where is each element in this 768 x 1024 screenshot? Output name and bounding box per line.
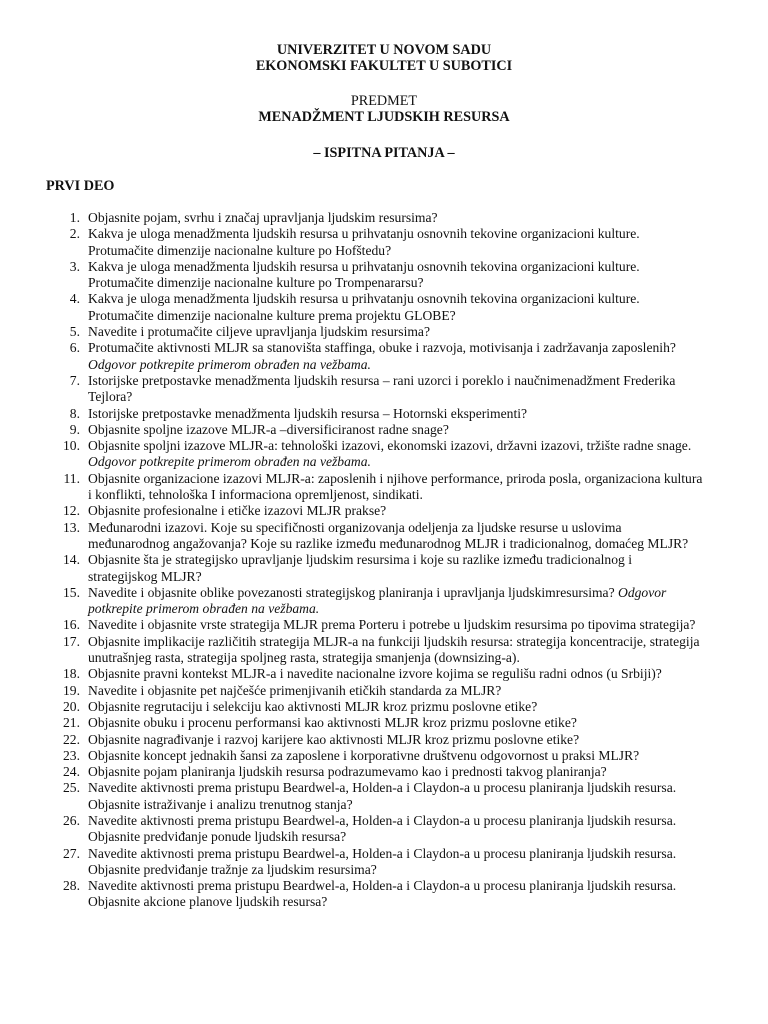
list-item: [0, 666, 703, 682]
list-item: [0, 715, 703, 731]
question-text: Navedite i objasnite pet najčešće primenjivanih etičkih standarda za MLJR?: [88, 682, 502, 698]
question-number: 21.: [63, 715, 80, 731]
question-text: Navedite aktivnosti prema pristupu Beardwel-a, Holden-a i Claydon-a u procesu planiranja ljudskih resursa. Objasnite akcione planove ljudskih resursa?: [88, 878, 677, 910]
question-text: Navedite aktivnosti prema pristupu Beardwel-a, Holden-a i Claydon-a u procesu planiranja ljudskih resursa. Objasnite istraživanje i analizu trenutnog stanja?: [88, 780, 677, 812]
question-text: Navedite aktivnosti prema pristupu Beardwel-a, Holden-a i Claydon-a u procesu planiranja ljudskih resursa. Objasnite predviđanje ponude ljudskih resursa?: [88, 812, 677, 845]
question-number: 17.: [63, 633, 80, 649]
list-item: [0, 813, 703, 846]
list-item: [0, 846, 703, 879]
question-text: Kakva je uloga menadžmenta ljudskih resursa u prihvatanju osnovnih tekovina organizacioni kulture. Protumačite dimenzije nacionalne kulture po Trompenararsu?: [88, 258, 640, 291]
list-item: [0, 291, 703, 324]
question-number: 26.: [63, 812, 80, 828]
question-number: 12.: [63, 503, 80, 519]
list-item: [0, 732, 703, 748]
question-number: 4.: [69, 291, 80, 307]
question-text: Objasnite koncept jednakih šansi za zaposlene i korporativne društvenu odgovornost u praksi MLJR?: [88, 747, 640, 763]
list-item: [0, 699, 703, 715]
question-number: 1.: [69, 210, 80, 225]
subject-title: MENADŽMENT LJUDSKIH RESURSA: [258, 109, 510, 125]
list-item: [0, 259, 703, 292]
question-text: Navedite i objasnite oblike povezanosti strategijskog planiranja i upravljanja ljudskimresursima?: [88, 584, 615, 600]
question-text: Objasnite obuku i procenu performansi kao aktivnosti MLJR kroz prizmu poslovne etike?: [88, 715, 577, 731]
question-text: Objasnite nagrađivanje i razvoj karijere kao aktivnosti MLJR kroz prizmu poslovne etike?: [88, 731, 580, 747]
list-item: [0, 422, 703, 438]
question-number: 9.: [69, 421, 80, 437]
question-text: Navedite aktivnosti prema pristupu Beardwel-a, Holden-a i Claydon-a u procesu planiranja ljudskih resursa. Objasnite predviđanje tražnje za ljudskim resursima?: [88, 845, 677, 877]
question-number: 18.: [63, 666, 80, 682]
list-item: [0, 210, 703, 226]
question-number: 16.: [63, 617, 80, 633]
list-item: [0, 552, 703, 585]
question-number: 24.: [63, 764, 80, 780]
question-number: 11.: [63, 470, 80, 486]
answer-note: Odgovor potkrepite primerom obrađen na vežbama.: [88, 356, 371, 372]
answer-note: Odgovor potkrepite primerom obrađen na vežbama.: [88, 584, 667, 617]
question-list: [0, 210, 768, 911]
question-text: Kakva je uloga menadžmenta ljudskih resursa u prihvatanju osnovnih tekovine organizacioni kulture. Protumačite dimenzije nacionalne kulture po Hofštedu?: [88, 226, 640, 258]
list-item: [0, 748, 703, 764]
exam-title: – ISPITNA PITANJA –: [313, 145, 455, 161]
list-item: [0, 503, 703, 519]
list-item: [0, 406, 703, 422]
question-text: Protumačite aktivnosti MLJR sa stanovišta staffinga, obuke i razvoja, motivisanja i zadržavanja zaposlenih?: [88, 340, 676, 356]
subject-label: PREDMET: [350, 93, 418, 109]
list-item: [0, 634, 703, 667]
question-number: 6.: [69, 340, 80, 356]
question-number: 28.: [63, 878, 80, 894]
question-text: Međunarodni izazovi. Koje su specifičnosti organizovanja odeljenja za ljudske resurse u uslovima međunarodnog angažovanja? Koje su razlike između međunarodnog MLJR i tradicionalnog, domaćeg MLJR?: [88, 519, 689, 551]
question-number: 14.: [63, 552, 80, 568]
question-text: Navedite i protumačite ciljeve upravljanja ljudskim resursima?: [88, 324, 430, 340]
list-item: [0, 617, 703, 633]
question-number: 5.: [69, 324, 80, 340]
question-number: 7.: [69, 372, 80, 388]
question-text: Objasnite spoljne izazove MLJR-a –diversificiranost radne snage?: [88, 421, 449, 437]
list-item: [0, 471, 703, 504]
university-name: UNIVERZITET U NOVOM SADU: [276, 42, 492, 58]
list-item: [0, 585, 703, 618]
question-number: 2.: [69, 226, 80, 242]
question-text: Objasnite pravni kontekst MLJR-a i navedite nacionalne izvore kojima se regulišu radni odnos (u Srbiji)?: [88, 666, 662, 682]
question-text: Istorijske pretpostavke menadžmenta ljudskih resursa – rani uzorci i poreklo i naučnimenadžment Frederika Tejlora?: [88, 372, 676, 405]
question-text: Istorijske pretpostavke menadžmenta ljudskih resursa – Hotornski eksperimenti?: [88, 405, 528, 421]
list-item: [0, 780, 703, 813]
question-number: 22.: [63, 731, 80, 747]
question-number: 20.: [63, 698, 80, 714]
list-item: [0, 226, 703, 259]
list-item: [0, 683, 703, 699]
list-item: [0, 324, 703, 340]
list-item: [0, 520, 703, 553]
question-number: 10.: [63, 438, 80, 454]
question-text: Objasnite profesionalne i etičke izazovi MLJR prakse?: [88, 503, 387, 519]
faculty-name: EKONOMSKI FAKULTET U SUBOTICI: [255, 58, 513, 74]
question-text: Objasnite pojam, svrhu i značaj upravljanja ljudskim resursima?: [88, 210, 438, 225]
question-text: Objasnite šta je strategijsko upravljanje ljudskim resursima i koje su razlike između tradicionalnog i strategijskog MLJR?: [88, 552, 632, 584]
list-item: [0, 878, 703, 911]
question-number: 8.: [69, 405, 80, 421]
question-number: 15.: [63, 584, 80, 600]
question-text: Objasnite pojam planiranja ljudskih resursa podrazumevamo kao i prednosti takvog planiranja?: [88, 764, 607, 780]
list-item: [0, 340, 703, 373]
question-number: 25.: [63, 780, 80, 796]
question-number: 23.: [63, 747, 80, 763]
list-item: [0, 764, 703, 780]
question-text: Objasnite spoljni izazove MLJR-a: tehnološki izazovi, ekonomski izazovi, državni izazovi, tržište radne snage.: [88, 438, 692, 454]
answer-note: Odgovor potkrepite primerom obrađen na vežbama.: [88, 454, 371, 470]
question-text: Objasnite regrutaciju i selekciju kao aktivnosti MLJR kroz prizmu poslovne etike?: [88, 698, 538, 714]
list-item: [0, 373, 703, 406]
section-title: PRVI DEO: [46, 178, 115, 194]
question-number: 19.: [63, 682, 80, 698]
question-text: Navedite i objasnite vrste strategija MLJR prema Porteru i potrebe u ljudskim resursima po tipovima strategija?: [88, 617, 696, 633]
question-text: Objasnite organizacione izazovi MLJR-a: zaposlenih i njihove performance, priroda posla, organizaciona kultura i konflikti, tehnološka I informaciona opremljenost, sindikati.: [88, 470, 703, 503]
question-text: Objasnite implikacije različitih strategija MLJR-a na funkciji ljudskih resursa: strategija koncentracije, strategija unutrašnjeg rasta, strategija spoljneg rasta, strategija smanjenja (downsizing-a).: [88, 633, 700, 666]
question-number: 3.: [69, 258, 80, 274]
list-item: [0, 438, 703, 471]
question-number: 27.: [63, 845, 80, 861]
question-number: 13.: [63, 519, 80, 535]
question-text: Kakva je uloga menadžmenta ljudskih resursa u prihvatanju osnovnih tekovina organizacioni kulture. Protumačite dimenzije nacionalne kulture prema projektu GLOBE?: [88, 291, 640, 323]
